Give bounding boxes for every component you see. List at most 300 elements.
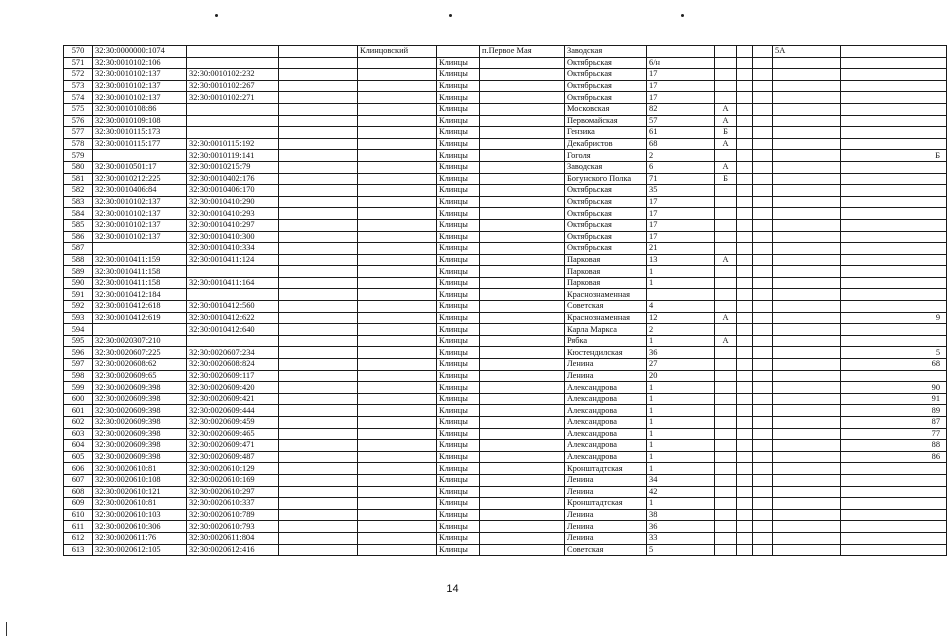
table-row bbox=[64, 521, 947, 533]
table-cell bbox=[715, 185, 737, 197]
table-cell: 82 bbox=[647, 103, 715, 115]
table-cell bbox=[773, 185, 841, 197]
table-cell: 32:30:0020609:398 bbox=[93, 393, 187, 405]
table-cell: 1 bbox=[647, 277, 715, 289]
table-cell bbox=[480, 463, 565, 475]
table-cell bbox=[480, 509, 565, 521]
table-cell: Александрова bbox=[565, 393, 647, 405]
table-cell bbox=[358, 115, 437, 127]
table-cell bbox=[358, 498, 437, 510]
table-cell bbox=[753, 335, 773, 347]
table-cell: Александрова bbox=[565, 428, 647, 440]
table-cell: А bbox=[715, 161, 737, 173]
table-cell: 17 bbox=[647, 231, 715, 243]
table-cell bbox=[753, 405, 773, 417]
table-cell bbox=[480, 150, 565, 162]
table-cell: 607 bbox=[64, 474, 93, 486]
table-cell: Ленина bbox=[565, 509, 647, 521]
table-cell bbox=[715, 347, 737, 359]
table-cell: п.Первое Мая bbox=[480, 46, 565, 58]
table-cell: 32:30:0020609:471 bbox=[187, 440, 279, 452]
table-cell: Октябрьская bbox=[565, 219, 647, 231]
table-cell bbox=[187, 289, 279, 301]
table-cell bbox=[753, 370, 773, 382]
table-cell: 32:30:0010109:108 bbox=[93, 115, 187, 127]
table-cell bbox=[737, 544, 753, 556]
table-cell bbox=[753, 440, 773, 452]
table-cell bbox=[715, 69, 737, 81]
table-cell bbox=[279, 521, 358, 533]
table-cell: Парковая bbox=[565, 277, 647, 289]
table-cell: 32:30:0010410:300 bbox=[187, 231, 279, 243]
table-cell bbox=[773, 359, 841, 371]
table-cell bbox=[841, 115, 947, 127]
table-cell bbox=[841, 196, 947, 208]
table-cell: 577 bbox=[64, 127, 93, 139]
table-cell: 32:30:0010215:79 bbox=[187, 161, 279, 173]
table-cell bbox=[841, 532, 947, 544]
table-cell bbox=[737, 138, 753, 150]
table-cell bbox=[279, 370, 358, 382]
table-cell bbox=[279, 69, 358, 81]
table-cell: 32:30:0010102:106 bbox=[93, 57, 187, 69]
table-cell: 32:30:0010115:173 bbox=[93, 127, 187, 139]
table-cell: 38 bbox=[647, 509, 715, 521]
table-cell bbox=[841, 474, 947, 486]
table-cell: 32:30:0010102:137 bbox=[93, 231, 187, 243]
table-cell bbox=[773, 521, 841, 533]
table-cell bbox=[737, 405, 753, 417]
table-cell bbox=[737, 46, 753, 58]
table-cell bbox=[773, 486, 841, 498]
table-cell: Клинцы bbox=[437, 185, 480, 197]
table-cell: А bbox=[715, 103, 737, 115]
table-cell: Октябрьская bbox=[565, 208, 647, 220]
table-cell: 32:30:0020611:804 bbox=[187, 532, 279, 544]
table-cell bbox=[737, 463, 753, 475]
table-row bbox=[64, 417, 947, 429]
table-cell: 17 bbox=[647, 208, 715, 220]
table-cell bbox=[841, 138, 947, 150]
table-cell: 17 bbox=[647, 196, 715, 208]
table-cell: 86 bbox=[841, 451, 947, 463]
table-cell bbox=[753, 312, 773, 324]
table-cell: 32:30:0020610:81 bbox=[93, 463, 187, 475]
table-cell: Октябрьская bbox=[565, 57, 647, 69]
table-cell bbox=[279, 440, 358, 452]
table-cell bbox=[187, 335, 279, 347]
table-cell bbox=[737, 92, 753, 104]
table-cell bbox=[737, 254, 753, 266]
table-cell: 12 bbox=[647, 312, 715, 324]
table-cell: 576 bbox=[64, 115, 93, 127]
table-cell: 36 bbox=[647, 521, 715, 533]
table-cell: 570 bbox=[64, 46, 93, 58]
table-cell bbox=[279, 57, 358, 69]
table-cell bbox=[753, 301, 773, 313]
table-cell: А bbox=[715, 312, 737, 324]
table-cell: 32:30:0020608:824 bbox=[187, 359, 279, 371]
table-cell: 34 bbox=[647, 474, 715, 486]
table-cell bbox=[773, 312, 841, 324]
table-cell: Клинцы bbox=[437, 474, 480, 486]
table-cell bbox=[480, 185, 565, 197]
table-cell bbox=[841, 509, 947, 521]
table-cell bbox=[279, 92, 358, 104]
table-cell: 590 bbox=[64, 277, 93, 289]
table-cell: Клинцы bbox=[437, 92, 480, 104]
table-cell: 32:30:0020307:210 bbox=[93, 335, 187, 347]
table-cell: 1 bbox=[647, 463, 715, 475]
table-cell bbox=[737, 127, 753, 139]
table-row bbox=[64, 196, 947, 208]
table-cell bbox=[279, 405, 358, 417]
table-cell bbox=[737, 428, 753, 440]
table-cell bbox=[773, 509, 841, 521]
table-row bbox=[64, 92, 947, 104]
table-cell bbox=[480, 312, 565, 324]
table-cell bbox=[715, 46, 737, 58]
table-cell bbox=[841, 324, 947, 336]
table-cell: 604 bbox=[64, 440, 93, 452]
table-cell bbox=[737, 498, 753, 510]
table-cell bbox=[715, 532, 737, 544]
table-cell bbox=[358, 103, 437, 115]
table-cell bbox=[480, 474, 565, 486]
table-cell bbox=[480, 324, 565, 336]
table-cell bbox=[753, 196, 773, 208]
table-cell: 32:30:0010412:622 bbox=[187, 312, 279, 324]
table-cell bbox=[715, 57, 737, 69]
table-cell bbox=[753, 69, 773, 81]
table-cell bbox=[773, 115, 841, 127]
table-cell: Клинцы bbox=[437, 324, 480, 336]
table-row bbox=[64, 544, 947, 556]
table-cell bbox=[753, 57, 773, 69]
table-cell: Ленина bbox=[565, 370, 647, 382]
table-cell bbox=[480, 370, 565, 382]
table-cell bbox=[753, 243, 773, 255]
table-cell: 589 bbox=[64, 266, 93, 278]
table-cell: Октябрьская bbox=[565, 185, 647, 197]
table-cell bbox=[715, 463, 737, 475]
table-cell bbox=[737, 532, 753, 544]
page-number: 14 bbox=[446, 583, 459, 595]
table-cell bbox=[773, 219, 841, 231]
table-cell bbox=[715, 231, 737, 243]
table-cell bbox=[737, 486, 753, 498]
table-cell: Октябрьская bbox=[565, 92, 647, 104]
table-cell bbox=[841, 370, 947, 382]
table-cell: Клинцы bbox=[437, 115, 480, 127]
table-cell: 603 bbox=[64, 428, 93, 440]
table-cell bbox=[737, 509, 753, 521]
table-cell: 5 bbox=[647, 544, 715, 556]
table-cell bbox=[279, 289, 358, 301]
table-cell: 9 bbox=[841, 312, 947, 324]
table-cell bbox=[715, 370, 737, 382]
table-cell bbox=[841, 463, 947, 475]
table-cell: Клинцы bbox=[437, 451, 480, 463]
table-cell: 32:30:0020610:793 bbox=[187, 521, 279, 533]
table-row bbox=[64, 509, 947, 521]
table-cell: Клинцы bbox=[437, 103, 480, 115]
table-cell bbox=[93, 150, 187, 162]
table-cell: 32:30:0010212:225 bbox=[93, 173, 187, 185]
table-cell bbox=[279, 544, 358, 556]
table-cell bbox=[773, 417, 841, 429]
table-cell: 32:30:0020608:62 bbox=[93, 359, 187, 371]
table-cell: 585 bbox=[64, 219, 93, 231]
table-cell: Советская bbox=[565, 301, 647, 313]
table-cell bbox=[773, 150, 841, 162]
table-cell: 2 bbox=[647, 324, 715, 336]
table-cell: Кронштадтская bbox=[565, 498, 647, 510]
table-cell bbox=[715, 393, 737, 405]
table-cell bbox=[753, 115, 773, 127]
table-cell: 32:30:0010115:192 bbox=[187, 138, 279, 150]
property-register-table bbox=[63, 45, 947, 556]
table-cell bbox=[841, 231, 947, 243]
table-cell: 579 bbox=[64, 150, 93, 162]
table-cell bbox=[753, 544, 773, 556]
table-cell: 32:30:0010412:618 bbox=[93, 301, 187, 313]
table-cell bbox=[841, 277, 947, 289]
table-cell bbox=[279, 161, 358, 173]
table-cell bbox=[753, 277, 773, 289]
table-cell bbox=[279, 417, 358, 429]
table-cell bbox=[480, 80, 565, 92]
table-row bbox=[64, 254, 947, 266]
table-row bbox=[64, 57, 947, 69]
table-cell: 609 bbox=[64, 498, 93, 510]
table-cell bbox=[358, 289, 437, 301]
table-cell bbox=[480, 266, 565, 278]
table-cell: 591 bbox=[64, 289, 93, 301]
table-cell bbox=[773, 196, 841, 208]
table-cell bbox=[841, 57, 947, 69]
table-cell: 27 bbox=[647, 359, 715, 371]
table-cell: 32:30:0020610:121 bbox=[93, 486, 187, 498]
table-cell bbox=[279, 208, 358, 220]
table-cell bbox=[773, 92, 841, 104]
table-cell bbox=[480, 440, 565, 452]
table-cell: Октябрьская bbox=[565, 80, 647, 92]
table-row bbox=[64, 173, 947, 185]
table-cell: 5 bbox=[841, 347, 947, 359]
table-cell bbox=[480, 428, 565, 440]
table-cell bbox=[480, 486, 565, 498]
table-cell bbox=[480, 347, 565, 359]
table-cell bbox=[93, 243, 187, 255]
table-cell: Клинцы bbox=[437, 150, 480, 162]
table-cell: 42 bbox=[647, 486, 715, 498]
table-cell: Клинцы bbox=[437, 254, 480, 266]
table-cell bbox=[753, 486, 773, 498]
table-cell bbox=[187, 46, 279, 58]
table-cell bbox=[773, 428, 841, 440]
table-cell bbox=[773, 301, 841, 313]
table-cell bbox=[358, 219, 437, 231]
table-cell: 17 bbox=[647, 80, 715, 92]
table-cell bbox=[753, 498, 773, 510]
table-cell: Парковая bbox=[565, 266, 647, 278]
table-cell bbox=[753, 474, 773, 486]
table-cell bbox=[773, 463, 841, 475]
table-cell: 596 bbox=[64, 347, 93, 359]
table-cell bbox=[358, 335, 437, 347]
scan-dot-mark bbox=[681, 14, 684, 17]
table-cell bbox=[187, 266, 279, 278]
table-cell: Клинцы bbox=[437, 289, 480, 301]
table-cell bbox=[480, 173, 565, 185]
table-row bbox=[64, 277, 947, 289]
table-cell bbox=[279, 196, 358, 208]
table-cell bbox=[358, 138, 437, 150]
table-cell: Б bbox=[841, 150, 947, 162]
table-cell: Александрова bbox=[565, 451, 647, 463]
table-cell: 32:30:0020612:105 bbox=[93, 544, 187, 556]
table-cell bbox=[358, 127, 437, 139]
table-cell: 32:30:0020611:76 bbox=[93, 532, 187, 544]
table-cell bbox=[773, 103, 841, 115]
table-cell bbox=[187, 115, 279, 127]
table-cell: 1 bbox=[647, 451, 715, 463]
table-cell bbox=[279, 498, 358, 510]
table-cell: 32:30:0010411:158 bbox=[93, 266, 187, 278]
table-cell: 32:30:0020610:81 bbox=[93, 498, 187, 510]
table-cell bbox=[737, 382, 753, 394]
table-cell: Клинцы bbox=[437, 57, 480, 69]
table-cell: 571 bbox=[64, 57, 93, 69]
table-cell bbox=[93, 324, 187, 336]
table-cell: 599 bbox=[64, 382, 93, 394]
table-cell bbox=[773, 289, 841, 301]
table-cell: 4 bbox=[647, 301, 715, 313]
table-cell: 32:30:0010102:137 bbox=[93, 219, 187, 231]
table-cell bbox=[841, 161, 947, 173]
table-cell: 32:30:0010412:184 bbox=[93, 289, 187, 301]
table-cell: Клинцы bbox=[437, 509, 480, 521]
table-row bbox=[64, 486, 947, 498]
table-row bbox=[64, 324, 947, 336]
table-cell bbox=[753, 254, 773, 266]
table-cell: 1 bbox=[647, 266, 715, 278]
table-cell: Клинцы bbox=[437, 266, 480, 278]
table-cell: 32:30:0020609:487 bbox=[187, 451, 279, 463]
table-cell bbox=[753, 463, 773, 475]
table-cell bbox=[279, 451, 358, 463]
table-cell bbox=[737, 301, 753, 313]
table-cell: 57 bbox=[647, 115, 715, 127]
table-cell bbox=[753, 80, 773, 92]
table-cell bbox=[773, 474, 841, 486]
table-cell: Клинцы bbox=[437, 347, 480, 359]
table-cell: 32:30:0010102:267 bbox=[187, 80, 279, 92]
table-cell bbox=[715, 509, 737, 521]
table-cell: Клинцы bbox=[437, 463, 480, 475]
table-cell: 89 bbox=[841, 405, 947, 417]
table-cell: Клинцы bbox=[437, 196, 480, 208]
table-cell bbox=[279, 150, 358, 162]
table-row bbox=[64, 69, 947, 81]
table-cell bbox=[279, 115, 358, 127]
table-cell bbox=[715, 266, 737, 278]
table-cell bbox=[737, 335, 753, 347]
table-cell bbox=[737, 115, 753, 127]
table-cell bbox=[358, 301, 437, 313]
table-cell: Александрова bbox=[565, 440, 647, 452]
table-cell bbox=[773, 69, 841, 81]
table-cell: 32:30:0020610:169 bbox=[187, 474, 279, 486]
table-cell: Октябрьская bbox=[565, 243, 647, 255]
table-cell bbox=[715, 289, 737, 301]
table-cell bbox=[753, 231, 773, 243]
table-cell bbox=[279, 243, 358, 255]
table-cell: 32:30:0020607:225 bbox=[93, 347, 187, 359]
table-cell bbox=[279, 428, 358, 440]
table-cell: 68 bbox=[647, 138, 715, 150]
table-cell bbox=[773, 80, 841, 92]
table-cell: 17 bbox=[647, 69, 715, 81]
table-cell: 578 bbox=[64, 138, 93, 150]
table-cell bbox=[737, 196, 753, 208]
table-cell: Ленина bbox=[565, 521, 647, 533]
table-cell: Клинцы bbox=[437, 312, 480, 324]
table-cell bbox=[358, 347, 437, 359]
table-cell bbox=[480, 161, 565, 173]
table-cell: 32:30:0010119:141 bbox=[187, 150, 279, 162]
table-cell bbox=[715, 440, 737, 452]
table-cell: 587 bbox=[64, 243, 93, 255]
table-cell bbox=[773, 347, 841, 359]
table-cell: Ленина bbox=[565, 486, 647, 498]
table-cell bbox=[715, 451, 737, 463]
table-cell bbox=[737, 243, 753, 255]
table-row bbox=[64, 80, 947, 92]
table-cell bbox=[279, 532, 358, 544]
table-cell: Клинцы bbox=[437, 393, 480, 405]
table-cell bbox=[737, 289, 753, 301]
table-cell bbox=[773, 532, 841, 544]
table-cell bbox=[279, 231, 358, 243]
table-cell bbox=[737, 219, 753, 231]
table-cell bbox=[480, 417, 565, 429]
table-cell bbox=[773, 231, 841, 243]
table-cell: 32:30:0020609:398 bbox=[93, 428, 187, 440]
table-cell bbox=[737, 161, 753, 173]
table-cell bbox=[753, 428, 773, 440]
table-cell: 610 bbox=[64, 509, 93, 521]
table-cell bbox=[715, 150, 737, 162]
table-cell: 87 bbox=[841, 417, 947, 429]
table-cell: 593 bbox=[64, 312, 93, 324]
table-cell bbox=[753, 393, 773, 405]
table-row bbox=[64, 347, 947, 359]
table-cell bbox=[358, 277, 437, 289]
table-cell bbox=[773, 405, 841, 417]
table-cell bbox=[737, 359, 753, 371]
table-cell bbox=[841, 254, 947, 266]
table-cell bbox=[737, 173, 753, 185]
table-cell bbox=[737, 521, 753, 533]
table-cell bbox=[715, 498, 737, 510]
table-cell: 32:30:0000000:1074 bbox=[93, 46, 187, 58]
table-cell: Клинцы bbox=[437, 532, 480, 544]
table-cell bbox=[841, 289, 947, 301]
table-cell: 35 bbox=[647, 185, 715, 197]
table-cell: 91 bbox=[841, 393, 947, 405]
